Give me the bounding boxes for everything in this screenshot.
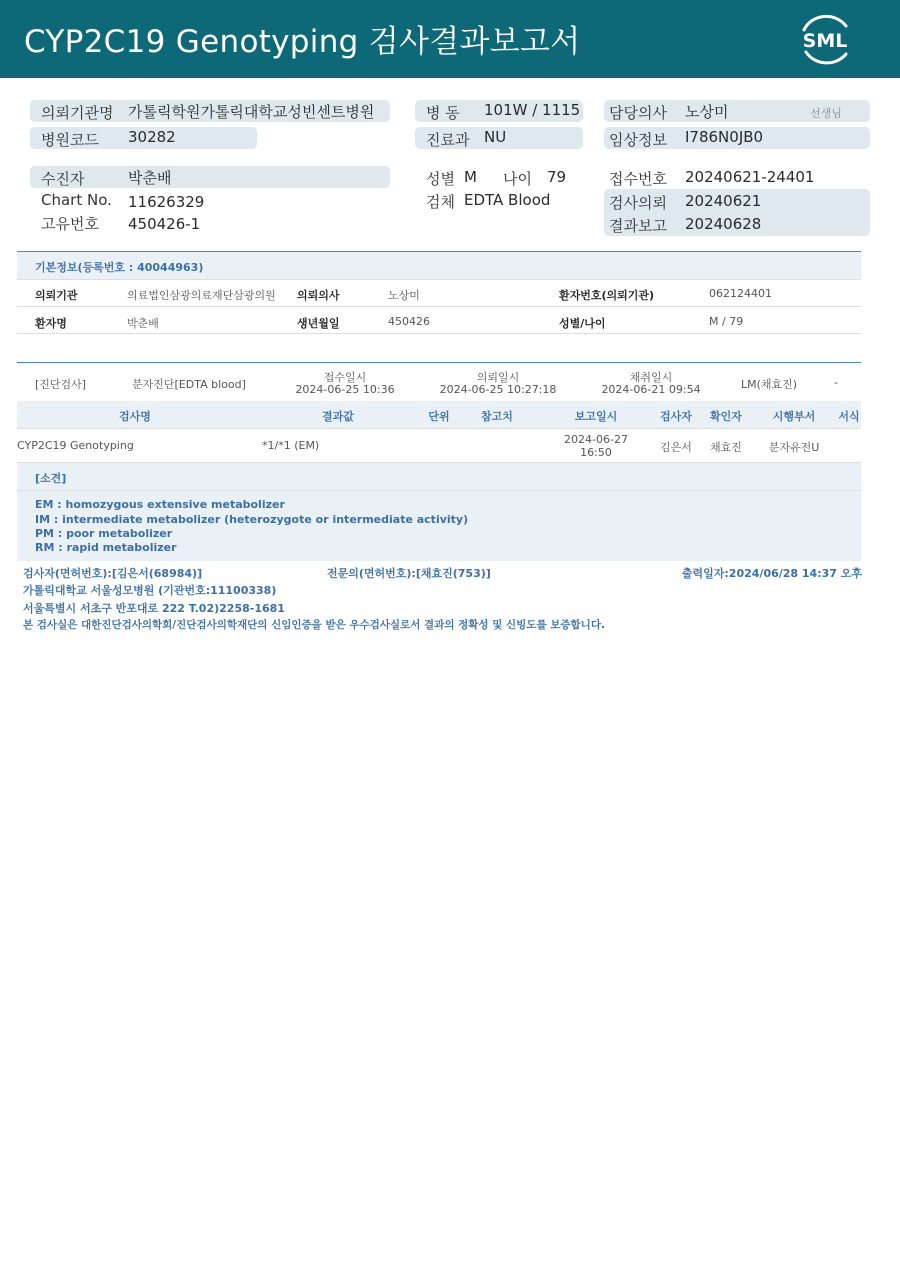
- request-label: 검사의뢰: [609, 194, 667, 212]
- hospital-code-label: 병원코드: [41, 131, 99, 149]
- req-doc-value: 노상미: [388, 289, 420, 302]
- ward-label: 병 동: [426, 104, 460, 122]
- chart-label: Chart No.: [41, 191, 112, 209]
- doctor-suffix: 선생님: [810, 107, 842, 120]
- footer-certification: 본 검사실은 대한진단검사의학회/진단검사의학재단의 신임인증을 받은 우수검사실로서 결과의 정확성 및 신빙도를 보증합니다.: [23, 619, 605, 631]
- age-value: 79: [547, 168, 567, 186]
- sexage-value: M / 79: [709, 315, 744, 328]
- clinical-label: 임상정보: [609, 131, 667, 149]
- clinical-value: I786N0JB0: [685, 128, 764, 146]
- collected-label: 채취일시: [629, 371, 673, 384]
- row-result: *1/*1 (EM): [262, 439, 320, 452]
- row-report-date: 2024-06-27: [564, 433, 628, 446]
- requested-value: 2024-06-25 10:27:18: [439, 383, 557, 396]
- accession-value: 20240621-24401: [685, 168, 815, 186]
- received-label: 접수일시: [323, 371, 367, 384]
- req-inst-value: 의료법인삼광의료재단삼광의원: [127, 289, 276, 302]
- finding-line-rm: RM : rapid metabolizer: [35, 541, 177, 554]
- footer-hospital: 가톨릭대학교 서울성모병원 (기관번호:11100338): [23, 584, 277, 597]
- report-label: 결과보고: [609, 217, 667, 235]
- patient-value: 박춘배: [128, 169, 172, 187]
- basic-info-line-3: [17, 333, 861, 334]
- chart-value: 11626329: [128, 193, 205, 211]
- dob-label: 생년월일: [297, 317, 340, 330]
- patient-label: 수진자: [41, 170, 85, 188]
- findings-divider: [17, 490, 861, 491]
- col-confirmer-header: 확인자: [710, 410, 742, 423]
- dept-value: NU: [484, 128, 507, 146]
- exam-lm: LM(채효진): [741, 378, 798, 391]
- pt-no-label: 환자번호(의뢰기관): [559, 289, 655, 302]
- col-unit-header: 단위: [428, 410, 450, 423]
- pt-name-label: 환자명: [35, 317, 67, 330]
- requested-label: 의뢰일시: [476, 371, 520, 384]
- exam-subcategory: 분자진단[EDTA blood]: [132, 378, 246, 391]
- hospital-code-value: 30282: [128, 128, 176, 146]
- footer-tester: 검사자(면허번호):[김은서(68984)]: [23, 567, 203, 580]
- row-dept: 분자유전U: [768, 441, 820, 454]
- unique-value: 450426-1: [128, 215, 201, 233]
- finding-line-pm: PM : poor metabolizer: [35, 527, 173, 540]
- sml-logo-icon: [796, 12, 854, 66]
- sex-label: 성별: [426, 170, 455, 188]
- accession-label: 접수번호: [609, 170, 667, 188]
- col-result-header: 결과값: [322, 410, 354, 423]
- report-header: [0, 0, 900, 78]
- row-tester: 김은서: [660, 441, 692, 454]
- doctor-value: 노상미: [685, 103, 729, 121]
- row-report-time: 16:50: [580, 446, 612, 459]
- specimen-value: EDTA Blood: [464, 191, 551, 209]
- col-dept-header: 시행부서: [772, 410, 816, 423]
- received-value: 2024-06-25 10:36: [295, 383, 395, 396]
- sexage-label: 성별/나이: [559, 317, 606, 330]
- institution-label: 의뢰기관명: [41, 104, 114, 122]
- collected-value: 2024-06-21 09:54: [601, 383, 701, 396]
- finding-line-im: IM : intermediate metabolizer (heterozygote or intermediate activity): [35, 513, 469, 526]
- col-format-header: 서식: [838, 410, 860, 423]
- unique-label: 고유번호: [41, 215, 99, 233]
- sex-value: M: [464, 168, 477, 186]
- basic-info-line-2: [17, 306, 861, 307]
- ward-value: 101W / 1115: [484, 101, 581, 119]
- specimen-label: 검체: [426, 193, 455, 211]
- row-test-name: CYP2C19 Genotyping: [17, 439, 134, 452]
- report-value: 20240628: [685, 215, 762, 233]
- logo-text: SML: [802, 30, 848, 52]
- pt-no-value: 062124401: [709, 287, 772, 300]
- footer-printed: 출력일자:2024/06/28 14:37 오후: [681, 567, 862, 580]
- col-report-date-header: 보고일시: [574, 410, 618, 423]
- req-doc-label: 의뢰의사: [297, 289, 340, 302]
- results-header-line: [17, 428, 861, 429]
- request-value: 20240621: [685, 192, 762, 210]
- col-tester-header: 검사자: [660, 410, 692, 423]
- dept-label: 진료과: [426, 131, 470, 149]
- doctor-label: 담당의사: [609, 104, 667, 122]
- req-inst-label: 의뢰기관: [35, 289, 78, 302]
- row-confirmer: 채효진: [710, 441, 742, 454]
- col-name-header: 검사명: [119, 410, 151, 423]
- pt-name-value: 박춘배: [127, 317, 159, 330]
- institution-value: 가톨릭학원가톨릭대학교성빈센트병원: [128, 103, 375, 121]
- exam-category: [진단검사]: [35, 378, 87, 391]
- exam-top-line: [17, 362, 861, 363]
- basic-info-line-1: [17, 279, 861, 280]
- age-label: 나이: [503, 170, 532, 188]
- dob-value: 450426: [388, 315, 430, 328]
- footer-specialist: 전문의(면허번호):[채효진(753)]: [327, 567, 491, 580]
- basic-info-title: 기본정보(등록번호 : 40044963): [35, 261, 204, 274]
- col-ref-header: 참고치: [481, 410, 513, 423]
- exam-dash: -: [834, 376, 838, 389]
- report-title: CYP2C19 Genotyping 검사결과보고서: [24, 24, 581, 60]
- finding-line-em: EM : homozygous extensive metabolizer: [35, 498, 285, 511]
- footer-address: 서울특별시 서초구 반포대로 222 T.02)2258-1681: [23, 602, 285, 615]
- findings-title: [소견]: [35, 472, 67, 485]
